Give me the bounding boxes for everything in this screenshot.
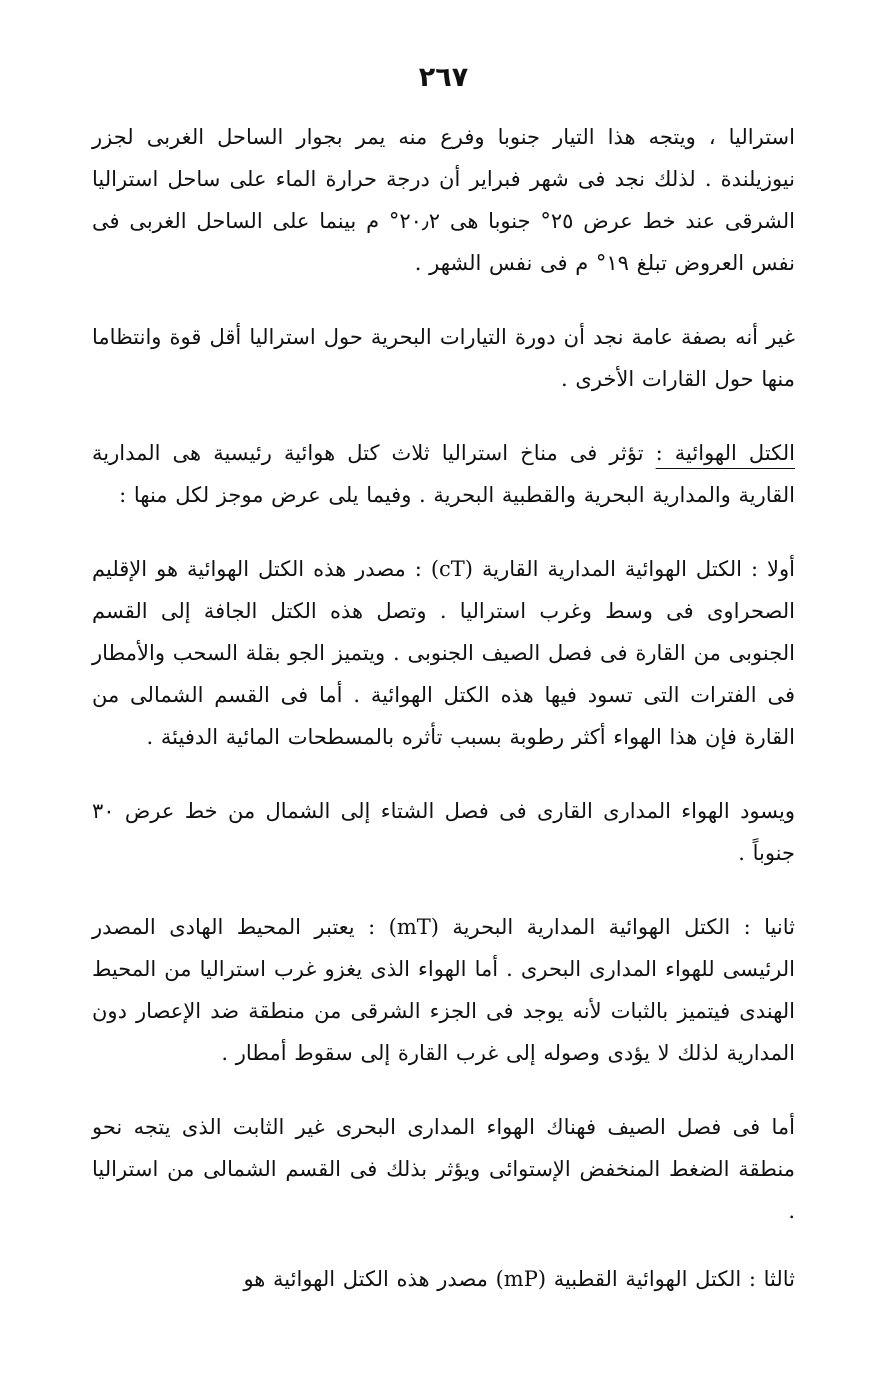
paragraph-continental-tropical — [92, 548, 795, 758]
subsection-heading-mp: ثالثا : الكتل الهوائية القطبية (mP) — [495, 1267, 795, 1291]
paragraph-air-masses-intro — [92, 432, 795, 516]
section-heading-air-masses: الكتل الهوائية : — [655, 441, 795, 465]
page-number: ٢٦٧ — [418, 62, 469, 93]
subsection-heading-ct: أولا : الكتل الهوائية المدارية القارية (cT) : — [414, 557, 795, 581]
paragraph-body: يعتبر المحيط الهادى المصدر الرئيسى للهواء المدارى البحرى . أما الهواء الذى يغزو غرب استراليا من المحيط الهندى فيتميز بالثبات لأنه يوجد فى الجزء الشرقى من منطقة ضد الإعصار دون المدارية لذلك لا يؤدى وصوله إلى غرب القارة إلى سقوط أمطار . — [92, 915, 795, 1065]
paragraph-ocean-currents: استراليا ، ويتجه هذا التيار جنوبا وفرع منه يمر بجوار الساحل الغربى لجزر نيوزيلندة . لذلك نجد فى شهر فبراير أن درجة حرارة الماء على ساحل استراليا الشرقى عند خط عرض ٢٥° جنوبا هى ٢٠٫٢° م بينما على الساحل الغربى فى نفس العروض تبلغ ١٩° م فى نفس الشهر . — [92, 125, 796, 275]
paragraph-summer-mt: أما فى فصل الصيف فهناك الهواء المدارى البحرى غير الثابت الذى يتجه نحو منطقة الضغط المنخفض الإستوائى ويؤثر بذلك فى القسم الشمالى من استراليا . — [92, 1115, 795, 1223]
paragraph-currents-summary: غير أنه بصفة عامة نجد أن دورة التيارات البحرية حول استراليا أقل قوة وانتظاما منها حول القارات الأخرى . — [92, 325, 795, 391]
paragraph-body: تؤثر فى مناخ استراليا ثلاث كتل هوائية رئيسية هى المدارية القارية والمدارية البحرية والقطبية البحرية . وفيما يلى عرض موجز لكل منها : — [92, 441, 795, 507]
paragraph-maritime-tropical — [92, 906, 795, 1074]
paragraph-body: مصدر هذه الكتل الهوائية هو الإقليم الصحراوى فى وسط وغرب استراليا . وتصل هذه الكتل الجافة إلى القسم الجنوبى من القارة فى فصل الصيف الجنوبى . ويتميز الجو بقلة السحب والأمطار فى الفترات التى تسود فيها هذه الكتل الهوائية . أما فى القسم الشمالى من القارة فإن هذا الهواء أكثر رطوبة بسبب تأثره بالمسطحات المائية الدفيئة . — [92, 557, 795, 749]
paragraph-winter-ct: ويسود الهواء المدارى القارى فى فصل الشتاء إلى الشمال من خط عرض ٣٠ جنوباً . — [92, 799, 795, 865]
paragraph-body: مصدر هذه الكتل الهوائية هو — [243, 1267, 496, 1291]
subsection-heading-mt: ثانيا : الكتل الهوائية المدارية البحرية (mT) : — [368, 915, 795, 939]
paragraph-maritime-polar — [92, 1258, 795, 1300]
